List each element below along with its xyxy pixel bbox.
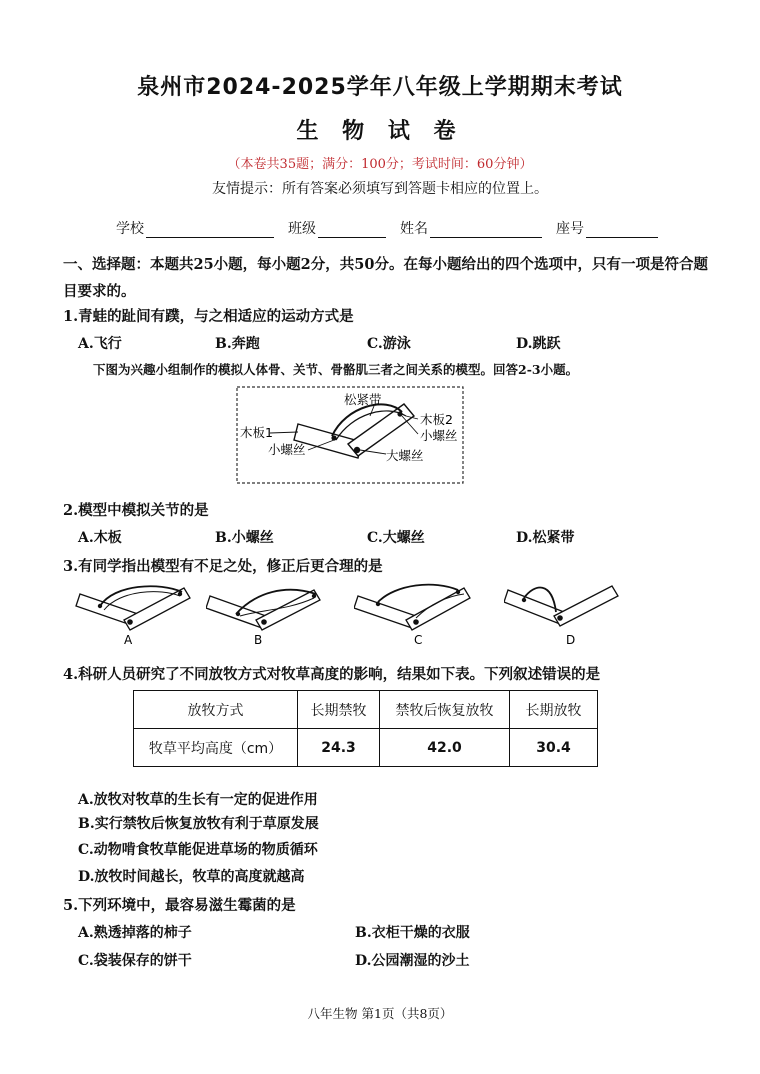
seat-label: 座号 bbox=[556, 221, 584, 237]
page-footer: 八年生物 第1页（共8页） bbox=[307, 1006, 453, 1021]
q4-option-d[interactable]: D.放牧时间越长，牧草的高度就越高 bbox=[78, 869, 305, 885]
table-row bbox=[134, 729, 598, 767]
q4-option-b[interactable]: B.实行禁牧后恢复放牧有利于草原发展 bbox=[78, 816, 319, 832]
label-small-screw-right: 小螺丝 bbox=[420, 428, 458, 443]
q4-option-a[interactable]: A.放牧对牧草的生长有一定的促进作用 bbox=[78, 792, 318, 808]
q4-option-c[interactable]: C.动物啃食牧草能促进草场的物质循环 bbox=[78, 842, 318, 858]
table-row-label: 牧草平均高度（cm） bbox=[134, 729, 298, 767]
q5-option-c[interactable]: C.袋装保存的饼干 bbox=[78, 953, 192, 969]
school-field[interactable] bbox=[116, 218, 274, 238]
joint-model-figure bbox=[236, 386, 464, 484]
seat-field[interactable] bbox=[556, 218, 658, 238]
name-field[interactable] bbox=[400, 218, 542, 238]
section-title: 一、选择题：本题共25小题，每小题2分，共50分。在每小题给出的四个选项中，只有一项是符合题目要求的。 bbox=[63, 256, 708, 300]
q3-label-c: C bbox=[414, 633, 423, 647]
label-small-screw-left: 小螺丝 bbox=[268, 442, 306, 457]
name-label: 姓名 bbox=[400, 221, 428, 237]
student-info-fields bbox=[116, 218, 672, 238]
q3-label-d: D bbox=[566, 633, 576, 647]
q3-label-b: B bbox=[254, 633, 263, 647]
q2-option-a[interactable]: A.木板 bbox=[78, 530, 122, 546]
big-screw-dot bbox=[354, 447, 360, 453]
label-board-2: 木板2 bbox=[420, 412, 453, 427]
q1-option-c[interactable]: C.游泳 bbox=[367, 336, 411, 352]
q1-option-a[interactable]: A.飞行 bbox=[78, 336, 122, 352]
school-label: 学校 bbox=[116, 221, 144, 237]
table-cell: 24.3 bbox=[298, 729, 380, 767]
table-header-cell: 长期放牧 bbox=[510, 691, 598, 729]
label-board-1: 木板1 bbox=[240, 425, 273, 440]
small-screw-left-dot bbox=[331, 435, 336, 440]
exam-title: 泉州市2024-2025学年八年级上学期期末考试 bbox=[137, 75, 623, 100]
q4-stem: 4.科研人员研究了不同放牧方式对牧草高度的影响，结果如下表。下列叙述错误的是 bbox=[63, 666, 601, 683]
class-field[interactable] bbox=[288, 218, 386, 238]
table-header-cell: 放牧方式 bbox=[134, 691, 298, 729]
q2-option-b[interactable]: B.小螺丝 bbox=[215, 530, 274, 546]
table-header-cell: 禁牧后恢复放牧 bbox=[380, 691, 510, 729]
table-header-cell: 长期禁牧 bbox=[298, 691, 380, 729]
class-label: 班级 bbox=[288, 221, 316, 237]
q5-stem: 5.下列环境中，最容易滋生霉菌的是 bbox=[63, 897, 296, 914]
q1-option-d[interactable]: D.跳跃 bbox=[516, 336, 561, 352]
q2-option-d[interactable]: D.松紧带 bbox=[516, 530, 575, 546]
q2-3-intro: 下图为兴趣小组制作的模拟人体骨、关节、骨骼肌三者之间关系的模型。回答2-3小题。 bbox=[93, 362, 579, 377]
grazing-table bbox=[133, 690, 598, 767]
exam-subtitle: 生 物 试 卷 bbox=[296, 119, 464, 144]
table-header-row bbox=[134, 691, 598, 729]
q3-stem: 3.有同学指出模型有不足之处，修正后更合理的是 bbox=[63, 558, 383, 575]
q1-option-b[interactable]: B.奔跑 bbox=[215, 336, 260, 352]
q3-model-d[interactable] bbox=[504, 580, 632, 648]
exam-tip: 友情提示：所有答案必须填写到答题卡相应的位置上。 bbox=[212, 181, 548, 197]
q3-label-a: A bbox=[124, 633, 133, 647]
q5-option-b[interactable]: B.衣柜干燥的衣服 bbox=[355, 925, 470, 941]
q5-option-a[interactable]: A.熟透掉落的柿子 bbox=[78, 925, 192, 941]
q5-option-d[interactable]: D.公园潮湿的沙土 bbox=[355, 953, 470, 969]
q3-model-a[interactable] bbox=[74, 580, 202, 648]
label-big-screw: 大螺丝 bbox=[386, 448, 424, 463]
q3-model-c[interactable] bbox=[354, 580, 482, 648]
exam-meta: （本卷共35题；满分：100分；考试时间：60分钟） bbox=[227, 157, 533, 172]
table-cell: 30.4 bbox=[510, 729, 598, 767]
q2-stem: 2.模型中模拟关节的是 bbox=[63, 502, 209, 519]
table-cell: 42.0 bbox=[380, 729, 510, 767]
q3-model-b[interactable] bbox=[206, 580, 334, 648]
label-elastic-belt: 松紧带 bbox=[344, 392, 382, 407]
q1-stem: 1.青蛙的趾间有蹼，与之相适应的运动方式是 bbox=[63, 308, 354, 325]
small-screw-right-dot bbox=[397, 411, 402, 416]
q2-option-c[interactable]: C.大螺丝 bbox=[367, 530, 425, 546]
